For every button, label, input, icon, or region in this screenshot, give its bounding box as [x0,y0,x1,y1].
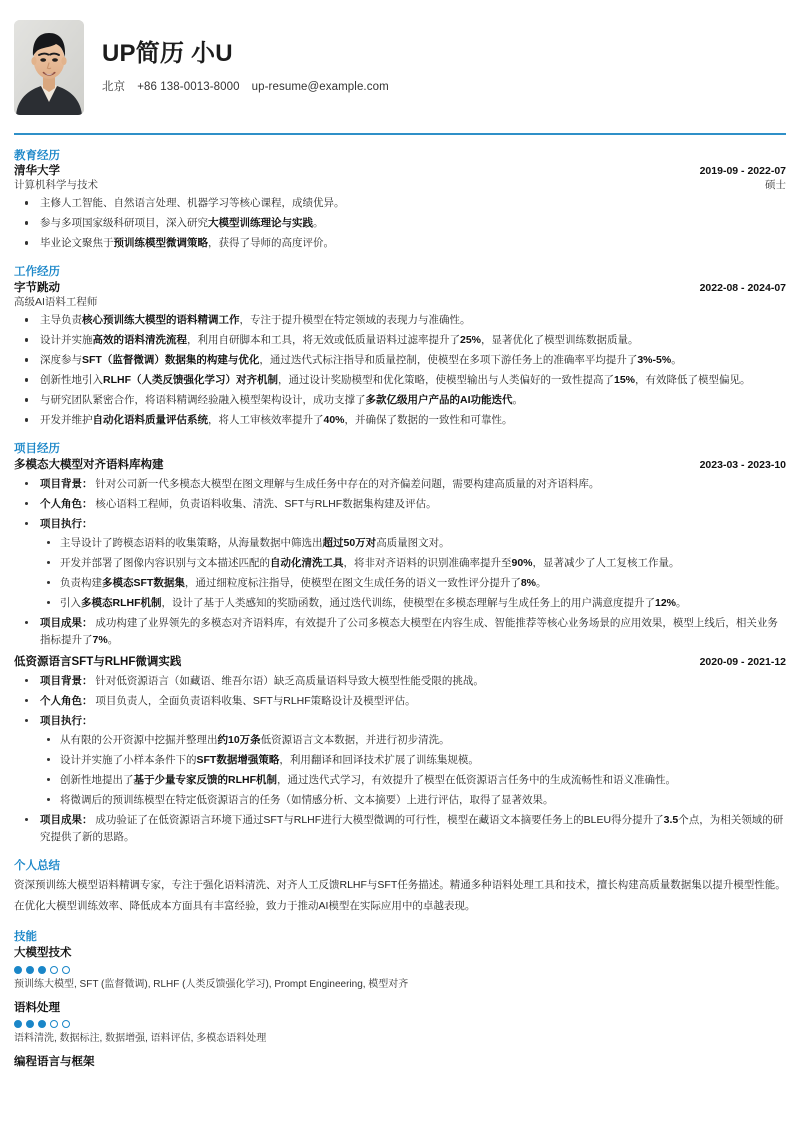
page-title: UP简历 小U [102,40,233,68]
section-title-education: 教育经历 [14,149,60,162]
emphasis-text: 多模态SFT数据集 [102,576,185,589]
emphasis-text: 核心预训练大模型的语料精调工作 [82,314,240,327]
project-entry [14,655,786,846]
work-entry-subheader [14,296,786,310]
body-text: ，利用自研脚本和工具，将无效或低质量语料过滤率提升了 [187,334,460,347]
bullet-item [14,235,786,252]
work-entry-header [14,281,786,296]
project-group [14,713,786,809]
project-group [14,496,786,513]
body-text: 高质量图文对。 [376,536,450,549]
body-text: ，显著减少了人工复核工作量。 [532,556,680,569]
skill-dot-empty[interactable] [62,1020,70,1028]
emphasis-text: 多模态RLHF机制 [81,596,162,609]
project-entry-header [14,458,786,473]
resume-header [14,0,786,129]
skill-dot-filled[interactable] [26,1020,34,1028]
body-text: ，显著优化了模型训练数据质量。 [481,334,639,347]
emphasis-text: 3%-5% [637,354,672,367]
contact-location: 北京 [102,80,126,93]
skill-level-dots[interactable] [14,966,786,974]
work-company: 字节跳动 [14,281,60,294]
skill-dot-empty[interactable] [62,966,70,974]
project-group-label: 项目执行： [40,517,93,530]
emphasis-text: 3.5 [663,813,679,826]
skill-dot-filled[interactable] [38,1020,46,1028]
skill-dot-empty[interactable] [50,1020,58,1028]
project-group [14,673,786,690]
bullet-item [40,595,786,612]
body-text: ，利用翻译和回译技术扩展了训练集规模。 [279,753,479,766]
emphasis-text: 15% [614,374,636,387]
body-text: 。 [512,394,523,407]
body-text: 核心语料工程师，负责语料收集、清洗、SFT与RLHF数据集构建及评估。 [95,497,437,510]
emphasis-text: 40% [323,414,345,427]
education-date: 2019-09 - 2022-07 [699,164,786,177]
work-date: 2022-08 - 2024-07 [699,281,786,294]
skill-dot-filled[interactable] [14,1020,22,1028]
body-text: ，有效降低了模型偏见。 [635,374,751,387]
body-text: ，并确保了数据的一致性和可靠性。 [344,414,513,427]
project-groups [14,673,786,846]
emphasis-text: 预训练模型微调策略 [113,237,208,250]
bullet-item [40,575,786,592]
education-bullets [14,195,786,252]
project-group-label: 个人角色： [40,497,96,510]
bullet-item [14,195,786,212]
body-text: 创新性地引入 [40,374,103,387]
body-text: 开发并部署了图像内容识别与文本描述匹配的 [60,556,270,569]
body-text: 针对公司新一代多模态大模型在图文理解与生成任务中存在的对齐偏差问题，需要构建高质量的对齐语料库。 [95,477,600,490]
body-text: ，通过细粒度标注指导，使模型在图文生成任务的语义一致性评分提升了 [184,576,521,589]
emphasis-text: SFT数据增强策略 [196,753,280,766]
education-major: 计算机科学与技术 [14,178,98,191]
emphasis-text: 约10万条 [217,733,261,746]
body-text: ，将人工审核效率提升了 [208,414,324,427]
body-text: 毕业论文聚焦于 [40,237,114,250]
body-text: 将微调后的预训练模型在特定低资源语言的任务（如情感分析、文本摘要）上进行评估，取得了显著效果。 [60,793,554,806]
body-text: ，将非对齐语料的识别准确率提升至 [343,556,512,569]
body-text: 。 [107,633,119,646]
body-text: 参与多项国家级科研项目，深入研究 [40,217,208,230]
identity-block [102,41,389,93]
body-text: 项目负责人，全面负责语料收集、SFT与RLHF策略设计及模型评估。 [95,694,416,707]
project-group [14,615,786,649]
body-text: 与研究团队紧密合作，将语料精调经验融入模型架构设计，成功支撑了 [40,394,366,407]
emphasis-text: 多款亿级用户产品的AI功能迭代 [365,394,513,407]
emphasis-text: 90% [511,556,533,569]
education-entry-subheader [14,179,786,193]
skill-dot-filled[interactable] [26,966,34,974]
work-bullets [14,312,786,429]
bullet-item [14,352,786,369]
project-sub-bullets [40,535,786,612]
body-text: 设计并实施了小样本条件下的 [60,753,197,766]
section-education [14,149,786,253]
project-groups [14,476,786,649]
project-date: 2020-09 - 2021-12 [699,655,786,668]
summary-text: 资深预训练大模型语料精调专家，专注于强化语料清洗、对齐人工反馈RLHF与SFT任务描述。精通多种语料处理工具和技术，擅长构建高质量数据集以提升模型性能。在优化大模型训练效率、降低成本方面具有丰富经验，致力于推动AI模型在实际应用中的卓越表现。 [14,879,786,913]
body-text: 引入 [60,596,81,609]
project-group-label: 项目背景： [40,477,96,490]
project-name: 低资源语言SFT与RLHF微调实践 [14,655,182,668]
section-work [14,265,786,429]
body-text: ，设计了基于人类感知的奖励函数，通过迭代训练，使模型在多模态理解与生成任务上的用户满意度提升了 [161,596,655,609]
bullet-item [40,535,786,552]
education-school: 清华大学 [14,164,60,177]
project-group-label: 项目成果： [40,813,96,826]
emphasis-text: 高效的语料清洗流程 [92,334,187,347]
body-text: ，专注于提升模型在特定领域的表现力与准确性。 [239,314,471,327]
bullet-item [40,555,786,572]
section-title-work: 工作经历 [14,266,60,279]
emphasis-text: 大模型训练理论与实践 [208,217,313,230]
bullet-item [40,772,786,789]
body-text: ，通过迭代式标注指导和质量控制，使模型在多项下游任务上的准确率平均提升了 [259,354,638,367]
body-text: 创新性地提出了 [60,773,134,786]
body-text: 。 [676,596,687,609]
body-text: 深度参与 [40,354,82,367]
body-text: 负责构建 [60,576,102,589]
project-group [14,516,786,612]
skill-block [14,945,786,992]
project-sub-bullets [40,732,786,809]
education-entry-header [14,164,786,179]
body-text: 。 [313,217,324,230]
skill-dot-filled[interactable] [14,966,22,974]
body-text: 主导设计了跨模态语料的收集策略，从海量数据中筛选出 [60,536,323,549]
skill-dot-filled[interactable] [38,966,46,974]
bullet-item [14,412,786,429]
section-title-projects: 项目经历 [14,443,60,456]
body-text: 针对低资源语言（如藏语、维吾尔语）缺乏高质量语料导致大模型性能受限的挑战。 [95,674,484,687]
skills-list [14,945,786,1071]
body-text: 设计并实施 [40,334,93,347]
body-text: 。 [671,354,682,367]
contact-line [102,78,389,94]
body-text: 个点，为相关领域的研究提供了新的思路。 [40,813,784,843]
bullet-item [14,372,786,389]
body-text: 。 [536,576,547,589]
bullet-item [14,312,786,329]
emphasis-text: 自动化清洗工具 [270,556,344,569]
emphasis-text: 8% [520,576,537,589]
section-summary [14,859,786,917]
project-group-label: 项目成果： [40,616,96,629]
body-text: 成功验证了在低资源语言环境下通过SFT与RLHF进行大模型微调的可行性，模型在藏语文本摘要任务上的BLEU得分提升了 [95,813,664,826]
section-skills [14,930,786,1071]
emphasis-text: RLHF（人类反馈强化学习）对齐机制 [103,374,278,387]
body-text: 低资源语言文本数据，并进行初步清洗。 [260,733,450,746]
project-group [14,693,786,710]
project-date: 2023-03 - 2023-10 [699,458,786,471]
body-text: 成功构建了业界领先的多模态对齐语料库，有效提升了公司多模态大模型在内容生成、智能推荐等核心业务场景的应用效果，模型上线后，相关业务指标提升了 [40,616,778,646]
emphasis-text: 超过50万对 [322,536,377,549]
body-text: ，通过设计奖励模型和优化策略，使模型输出与人类偏好的一致性提高了 [278,374,614,387]
contact-email: up-resume@example.com [251,80,389,93]
avatar [14,20,84,115]
header-divider [14,133,786,135]
project-group [14,812,786,846]
emphasis-text: 基于少量专家反馈的RLHF机制 [133,773,277,786]
project-entry-header [14,655,786,670]
skill-block [14,1000,786,1047]
emphasis-text: SFT（监督微调）数据集的构建与优化 [82,354,260,367]
project-group [14,476,786,493]
body-text: 从有限的公开资源中挖掘并整理出 [60,733,218,746]
body-text: ，通过迭代式学习，有效提升了模型在低资源语言任务中的生成流畅性和语义准确性。 [277,773,676,786]
emphasis-text: 7% [92,633,108,646]
bullet-item [14,392,786,409]
project-group-label: 个人角色： [40,694,96,707]
section-projects [14,442,786,845]
bullet-item [14,215,786,232]
skill-items: 预训练大模型, SFT (监督微调), RLHF (人类反馈强化学习), Prompt Engineering, 模型对齐 [14,978,409,990]
section-title-skills: 技能 [14,931,37,944]
bullet-item [40,732,786,749]
bullet-item [14,332,786,349]
project-group-label: 项目背景： [40,674,96,687]
project-entry [14,458,786,649]
skill-dot-empty[interactable] [50,966,58,974]
body-text: ，获得了导师的高度评价。 [208,237,334,250]
section-title-summary: 个人总结 [14,859,60,872]
emphasis-text: 自动化语料质量评估系统 [92,414,208,427]
body-text: 开发并维护 [40,414,93,427]
body-text: 主导负责 [40,314,82,327]
skill-name: 语料处理 [14,1001,60,1014]
skill-items: 语料清洗, 数据标注, 数据增强, 语料评估, 多模态语料处理 [14,1032,267,1044]
bullet-item [40,752,786,769]
skill-level-dots[interactable] [14,1020,786,1028]
project-group-label: 项目执行： [40,714,93,727]
skill-name: 编程语言与框架 [14,1055,95,1068]
contact-phone: +86 138-0013-8000 [137,80,240,93]
work-role: 高级AI语料工程师 [14,295,98,308]
emphasis-text: 25% [460,334,482,347]
bullet-item [40,792,786,809]
project-name: 多模态大模型对齐语料库构建 [14,458,164,471]
education-degree: 硕士 [765,178,786,191]
body-text: 主修人工智能、自然语言处理、机器学习等核心课程，成绩优异。 [40,197,345,210]
skill-block [14,1054,786,1071]
education-entry [14,164,786,253]
work-entry [14,281,786,430]
emphasis-text: 12% [655,596,677,609]
skill-name: 大模型技术 [14,947,72,960]
